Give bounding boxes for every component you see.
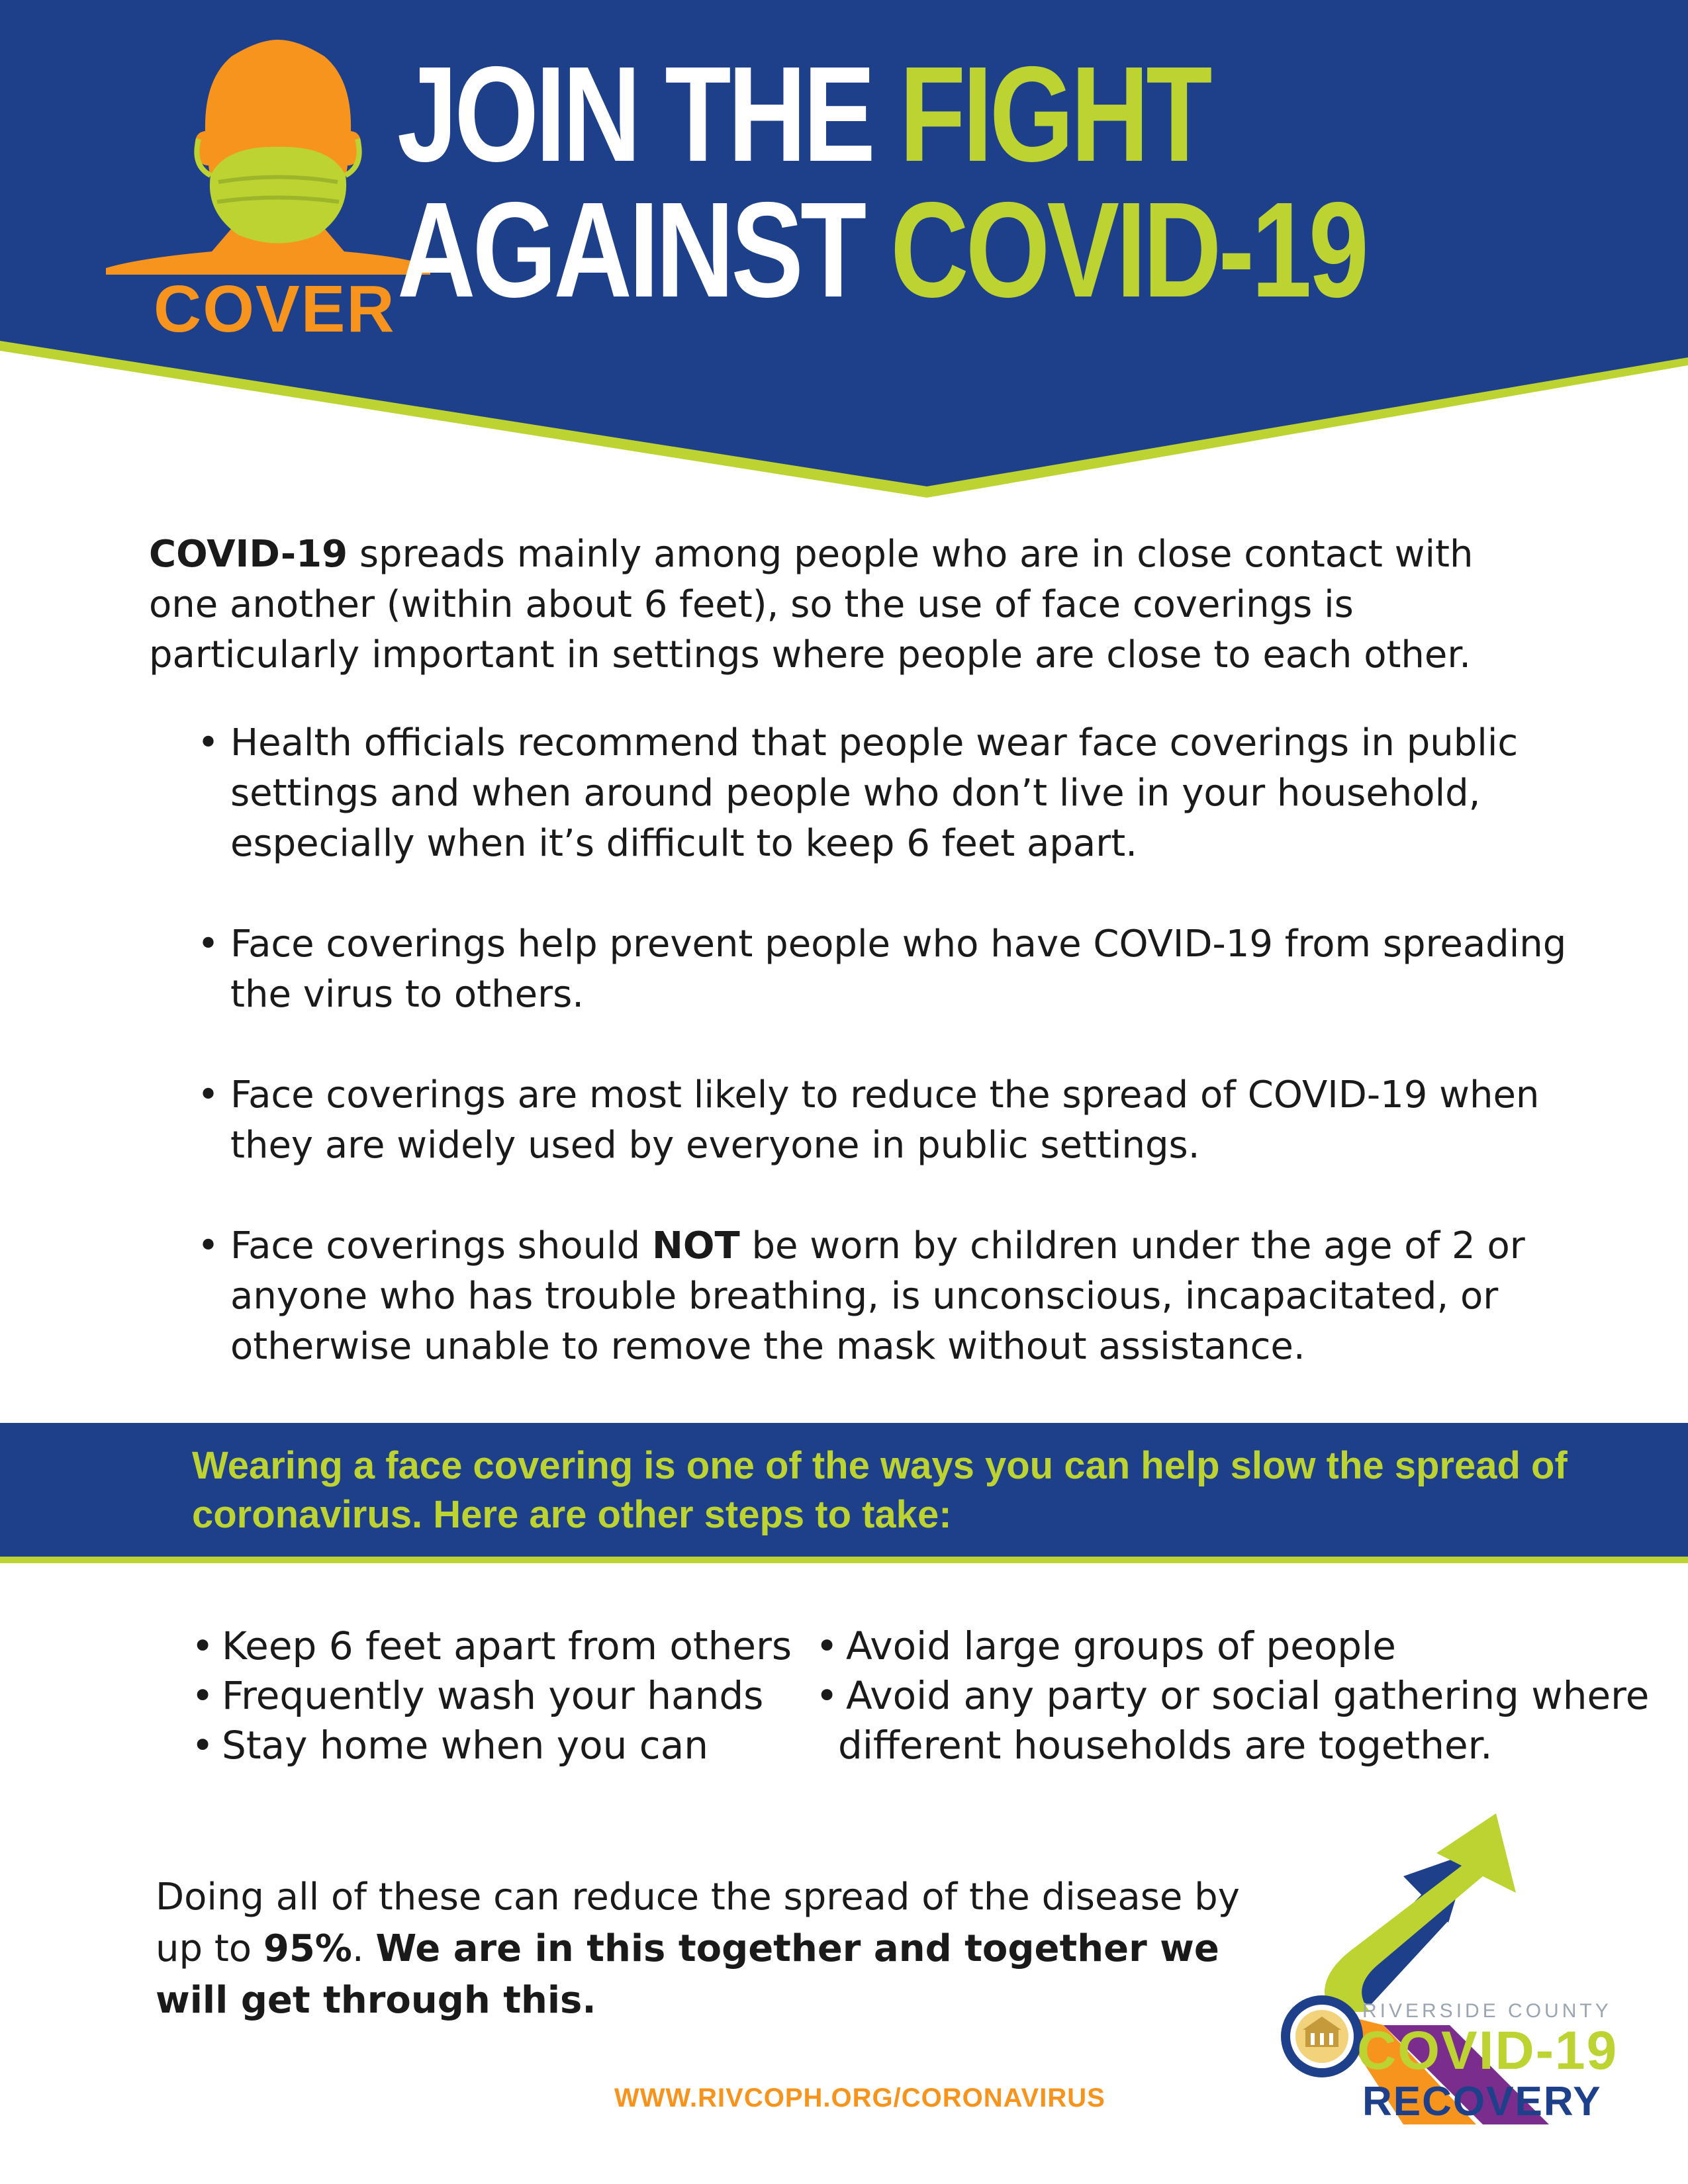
step-text: Avoid large groups of people [846,1623,1396,1668]
list-item: • Health officials recommend that people wear face coverings in public settings and when around people who don’t live in your household, especially when it’s difficult to keep 6 feet apart. [197,721,1519,865]
intro-bold-lead: COVID-19 [149,533,348,576]
title-line-2-white: AGAINST [397,174,891,326]
list-item: • Keep 6 feet apart from others [191,1623,792,1668]
list-item-continuation [813,1721,1649,1770]
list-item-text: Face coverings are most likely to reduce the spread of COVID-19 when they are widely used by everyone in public settings. [230,1073,1540,1167]
county-seal-icon [1279,1993,1365,2079]
facts-list [192,718,1582,1422]
banner-text: Wearing a face covering is one of the ways you can help slow the spread of coronavirus. Here are other steps to take: [192,1444,1568,1536]
title-line-1-white: JOIN THE [397,38,900,190]
closing-bold-tail: We are in this together and together we will get through this. [156,1927,1219,2022]
steps-banner [0,1423,1688,1563]
step-text: Keep 6 feet apart from others [222,1623,792,1668]
logo-covid-text: COVID-19 [1357,2021,1618,2081]
title-line-1-accent: FIGHT [899,38,1209,190]
logo-county-text: RIVERSIDE COUNTY [1362,2000,1612,2022]
closing-paragraph [156,1872,1281,2026]
step-text: different households are together. [838,1723,1493,1768]
closing-percent: 95% [263,1927,352,1970]
list-item-text-pre: Face coverings should [230,1224,652,1267]
list-item: • Face coverings are most likely to reduce the spread of COVID-19 when they are widely used by everyone in public settings. [197,1073,1540,1167]
logo-recovery-text: RECOVERY [1362,2079,1602,2124]
list-item-text: Face coverings help prevent people who have COVID-19 from spreading the virus to others. [230,923,1567,1016]
page-title [397,38,1366,326]
list-item: • Avoid any party or social gathering where [816,1673,1650,1718]
list-item: • Frequently wash your hands [191,1673,764,1718]
website-link[interactable]: WWW.RIVCOPH.ORG/CORONAVIRUS [614,2083,1105,2113]
list-item: • Face coverings help prevent people who have COVID-19 from spreading the virus to others. [197,923,1567,1016]
title-line-2 [397,174,1366,326]
step-text: Stay home when you can [222,1723,708,1768]
list-item-text: Health officials recommend that people wear face coverings in public settings and when around people who don’t live in your household, especially when it’s difficult to keep 6 feet apart. [230,721,1519,865]
closing-text-pre: Doing all of these can reduce the spread of the disease by up to [156,1876,1240,1970]
step-text: Frequently wash your hands [222,1673,764,1718]
list-item: • Avoid large groups of people [816,1623,1396,1668]
person-with-mask-icon [99,40,437,285]
steps-list-left [189,1621,792,1770]
step-text: Avoid any party or social gathering where [846,1673,1650,1718]
intro-paragraph [149,529,1552,680]
intro-text: spreads mainly among people who are in close contact with one another (within about 6 feet), so the use of face coverings is particularly important in settings where people are close to each other. [149,533,1474,676]
list-item: • Stay home when you can [191,1723,708,1768]
closing-text-mid: . [352,1927,376,1970]
list-item-text-bold: NOT [652,1224,740,1267]
cover-label: COVER [154,272,396,346]
list-item-text-post: be worn by children under the age of 2 or anyone who has trouble breathing, is unconscious, incapacitated, or otherwise unable to remove the mask without assistance. [230,1224,1525,1368]
title-line-2-accent: COVID-19 [890,174,1366,326]
steps-list-right [813,1621,1649,1770]
title-line-1 [397,38,1366,190]
list-item: • Face coverings should NOT be worn by children under the age of 2 or anyone who has trouble breathing, is unconscious, incapacitated, or otherwise unable to remove the mask without assistance. [197,1224,1525,1368]
